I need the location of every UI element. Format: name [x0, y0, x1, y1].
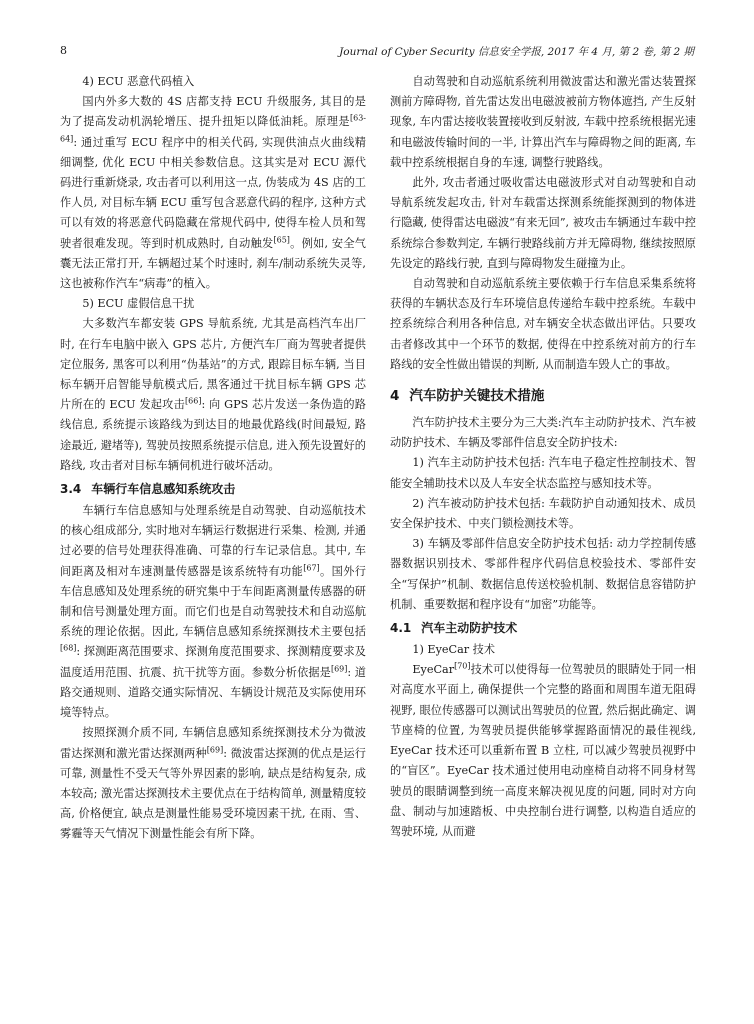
- paragraph-radar-detection: 自动驾驶和自动巡航系统利用微波雷达和激光雷达装置探测前方障碍物, 首先雷达发出电磁波被前方物体遮挡, 产生反射现象, 车内雷达接收装置接收到反射波, 车载中控系统根据光速和电磁波传输时间的一半, 计算出汽车与障碍物之间的距离, 车载中控系统根据自身的车速, 调整行驶路线。: [390, 75, 696, 169]
- list-item-info-security: 3) 车辆及零部件信息安全防护技术包括: 动力学控制传感器数据识别技术、零部件程序代码信息校验技术、零部件安全“写保护”机制、数据信息传送校验机制、数据信息容错防护机制、重要数据和程序设有“加密”功能等。: [390, 537, 696, 611]
- citation: [70]: [454, 661, 471, 671]
- paragraph-info-collection: 自动驾驶和自动巡航系统主要依赖于行车信息采集系统将获得的车辆状态及行车环境信息传递给车载中控系统。车载中控系统综合利用各种信息, 对车辆安全状态做出评估。只要攻击者修改其中一个环节的数据, 使得在中控系统对前方的行车路线的安全性做出错误的判断, 从而制造车毁人亡的事故。: [390, 277, 696, 371]
- left-column: [60, 72, 366, 845]
- paragraph-eyecar: EyeCar[70]技术可以使得每一位驾驶员的眼睛处于同一相对高度水平面上, 确保提供一个完整的路面和周围车道无阻碍视野, 眼位传感器可以测试出驾驶员的位置, 然后据此确定、调节座椅的位置, 为驾驶员提供能够掌握路面情况的最佳视线, EyeCar 技术还可以重新布置 B 立柱, 可以减少驾驶员视野中的“盲区”。EyeCar 技术通过使用电动座椅自动将不同身材驾驶员的眼睛调整到统一高度来解决视见度的问题, 同时对方向盘、制动与加速踏板、中央控制台进行调整, 以构造自适应的驾驶环境, 从而避: [390, 661, 696, 838]
- ecu-false-info-heading: 5) ECU 虚假信息干扰: [82, 297, 195, 311]
- paragraph-radar-attack: 此外, 攻击者通过吸收雷达电磁波形式对自动驾驶和自动导航系统发起攻击, 针对车载雷达探测系统能探测到的物体进行隐藏, 使得雷达电磁波“有来无回”, 被攻击车辆通过车载中控系统综合参数判定, 车辆行驶路线前方并无障碍物, 继续按照原先设定的路线行驶, 直到与障碍物发生碰撞为止。: [390, 176, 696, 270]
- paragraph-protection-overview: 汽车防护技术主要分为三大类:汽车主动防护技术、汽车被动防护技术、车辆及零部件信息安全防护技术:: [390, 416, 696, 450]
- right-column: [390, 72, 696, 842]
- citation: [65]: [273, 234, 290, 244]
- list-item-passive-protection: 2) 汽车被动防护技术包括: 车载防护自动通知技术、成员安全保护技术、中夹门锁检测技术等。: [390, 496, 696, 531]
- paragraph-perception-system: 车辆行车信息感知与处理系统是自动驾驶、自动巡航技术的核心组成部分, 实时地对车辆运行数据进行采集、检测, 并通过必要的信号处理获得准确、可靠的行车记录信息。其中, 车间距离及相对车速测量传感器是该系统特有功能[67]。国外行车信息感知及处理系统的研究集中于车间距离测量传感器的研制和信号测量处理方面。而它们也是自动驾驶技术和自动巡航系统的理论依据。因此, 车辆信息感知系统探测技术主要包括[68]: 探测距离范围要求、探测角度范围要求、探测精度要求及温度适用范围、抗震、抗干扰等方面。参数分析依据是[69]: 道路交通规则、道路交通实际情况、车辆设计规范及实际使用环境等特点。: [60, 504, 366, 720]
- journal-header: Journal of Cyber Security 信息安全学报, 2017 年 4 月, 第 2 卷, 第 2 期: [339, 46, 694, 58]
- citation: [68]: [60, 643, 77, 653]
- citation: [69]: [206, 744, 224, 754]
- section-4-1-heading: 4.1 汽车主动防护技术: [390, 621, 518, 636]
- citation: [66]: [185, 396, 202, 406]
- paragraph-radar-types: 按照探测介质不同, 车辆信息感知系统探测技术分为微波雷达探测和激光雷达探测两种[69]: 微波雷达探测的优点是运行可靠, 测量性不受天气等外界因素的影响, 缺点是结构复杂, 成本较高; 激光雷达探测技术主要优点在于结构简单, 测量精度较高, 价格便宜, 缺点是测量性能易受环境因素干扰, 在雨、雪、雾霾等天气情况下测量性能会有所下降。: [60, 726, 366, 841]
- section-3-4-heading: 3.4 车辆行车信息感知系统攻击: [60, 482, 236, 497]
- ecu-malicious-code-heading: 4) ECU 恶意代码植入: [82, 75, 195, 88]
- paragraph-gps: 大多数汽车都安装 GPS 导航系统, 尤其是高档汽车出厂时, 在行车电脑中嵌入 GPS 芯片, 方便汽车厂商为驾驶者提供定位服务, 黑客可以利用“伪基站”的方式, 跟踪目标车辆, 当目标车辆开启智能导航模式后, 黑客通过干扰目标车辆 GPS 芯片所在的 ECU 发起攻击[66]: 向 GPS 芯片发送一条伪造的路线信息, 系统提示该路线为到达目的地最优路线(时间最短, 路途最近, 避堵等), 驾驶员按照系统提示信息, 进入预先设置好的路线, 攻击者对目标车辆伺机进行破坏活动。: [60, 317, 366, 472]
- page-number: 8: [60, 44, 67, 57]
- list-item-active-protection: 1) 汽车主动防护技术包括: 汽车电子稳定性控制技术、智能安全辅助技术以及人车安全状态监控与感知技术等。: [390, 456, 696, 490]
- paragraph-ecu-upgrade: 国内外多大数的 4S 店都支持 ECU 升级服务, 其目的是为了提高发动机涡轮增压、提升扭矩以降低油耗。原理是[63-64]: 通过重写 ECU 程序中的相关代码, 实现供油点火曲线精细调整, 优化 ECU 中相关参数信息。这其实是对 ECU 源代码进行重新烧录, 攻击者可以利用这一点, 伪装成为 4S 店的工作人员, 对目标车辆 ECU 重写包含恶意代码的程序, 这种方式可以有效的将恶意代码隐藏在常规代码中, 使得车检人员和驾驶者很难发现。等到时机成熟时, 自动触发[65]。例如, 安全气囊无法正常打开, 车辆超过某个时速时, 刹车/制动系统失灵等, 这也被称作汽车“病毒”的植入。: [60, 95, 366, 291]
- citation: [63-64]: [60, 113, 366, 143]
- section-4-heading: 4 汽车防护关键技术措施: [390, 388, 545, 405]
- citation: [67]: [303, 562, 320, 572]
- eyecar-heading: 1) EyeCar 技术: [412, 643, 496, 657]
- citation: [69]: [330, 663, 348, 673]
